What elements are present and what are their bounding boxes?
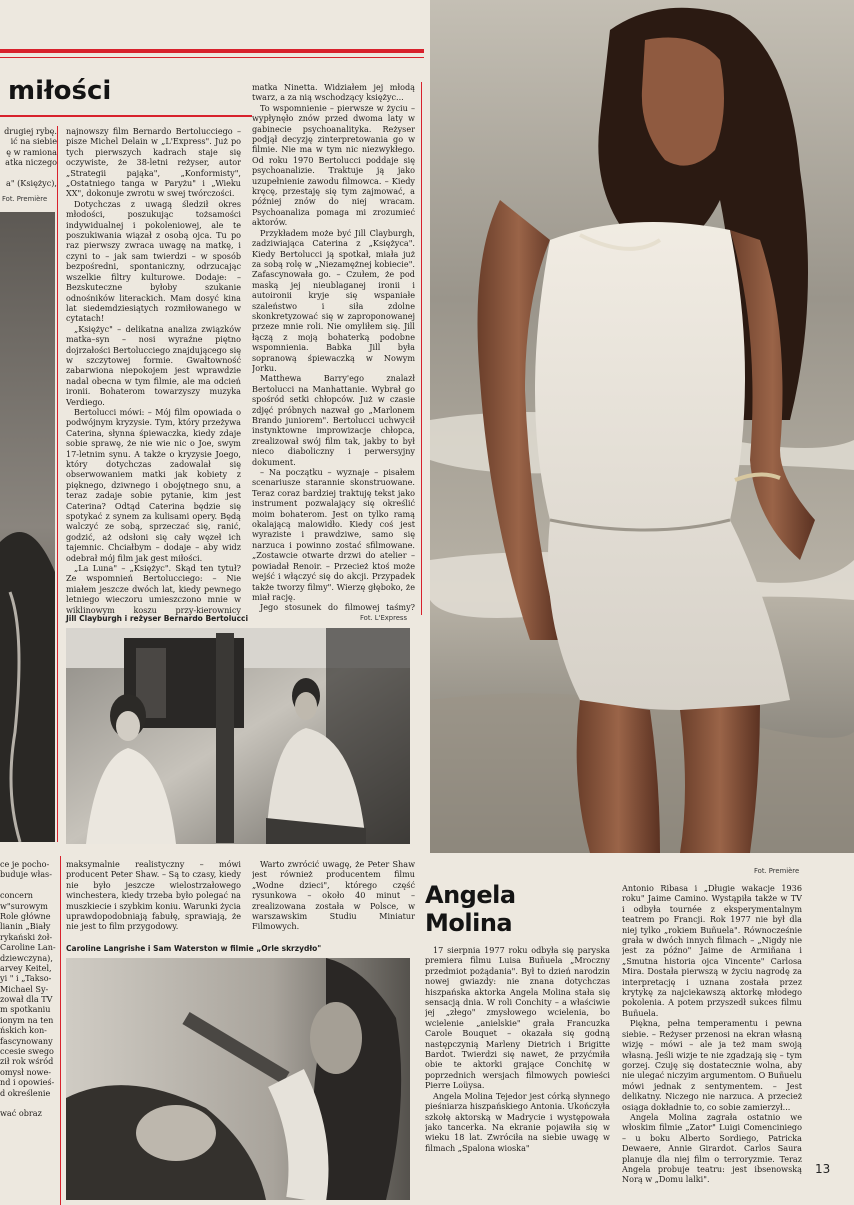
- angela-title-line-1: Angela: [425, 881, 516, 909]
- article-column-2: matka Ninetta. Widziałem jej młodą twarz, a za nią wschodzący księżyc... To wspomnienie – pierwsze w życiu – wypłynęło znów przed dwoma laty w gabinecie psychoanalityka. Reżyser podjął decyzję zinterpretowania go w filmie. Nie ma w tym nic niezwykłego. Od roku 1970 Bertolucci poddaje się psychoanalizie. Traktuje ją jako uzupełnienie zawodu filmowca. – Kiedy kręcę, przestaję się tym zajmować, a później znów do niej wracam. Psychoanaliza pomaga mi zrozumieć aktorów. Przykładem może być Jill Clayburgh, zadziwiająca Caterina z „Księżyca". Kiedy Bertolucci ją spotkał, miała już za sobą rolę w „Niezamężnej kobiecie". Zafascynowała go. – Czułem, że pod maską jej nieublaganej ironii i autoironii kryje się wspaniałe szaleństwo i siła zdolne skonkretyzować się w zaproponowanej przeze mnie roli. Nie omyliłem się. Jill łączą z moją bohaterką podobne wspomnienia. Babka Jill była sopranową śpiewaczką w Nowym Jorku. Matthewa Barry'ego znalazł Bertolucci na Manhattanie. Wybrał go spośród setki chłopców. Już w czasie zdjęć próbnych nazwał go „Marlonem Brando juniorem". Bertolucci uchwycił instynktowne improwizacje chłopca, zrealizował swój film tak, jakby to był nieco diaboliczny i perwersyjny dokument. – Na początku – wyznaje – pisałem scenariusze starannie skonstruowane. Teraz coraz bardziej traktuję tekst jako instrument pozwalający się określić moim bohaterom. Jest on tylko ramą okalającą malowidło. Kiedy coś jest wyraziste i prawdziwe, samo się narzuca i powinno zostać sfilmowane. „Zostawcie otwarte drzwi do atelier – powiadał Renoir. – Przecież ktoś może wejść i włączyć się do akcji. Przypadek także tworzy filmy". Wierzę głęboko, że miał rację. Jego stosunek do filmowej taśmy?: [252, 82, 415, 613]
- photo-caption-caroline: Caroline Langrishe i Sam Waterston w filmie „Orle skrzydło": [66, 944, 322, 953]
- jill-clayburgh-photo: [66, 628, 410, 844]
- angela-title-line-2: Molina: [425, 909, 513, 937]
- orle-skrzydlo-photo: [66, 958, 410, 1200]
- photo-credit-left-top: Fot. Première: [2, 195, 48, 203]
- left-fragment-text-bottom: ce je pocho- buduje włas- concern w"surowym Role główne lianin „Biały rykański żoł- Caroline Lan- dziewczyna), arvey Keitel, yi " i „Takso- Michael Sy- zował dla TV m spotkaniu ionym na ten ńskich kon- fascynowany ccesie swego ził rok wśród omysł nowe- nd i opowieś- d określenie wać obraz: [0, 859, 56, 1119]
- header-red-rule: [0, 49, 424, 53]
- page-number: 13: [815, 1162, 831, 1176]
- left-strip-photo: [0, 212, 55, 842]
- photo-caption-jill: Jill Clayburgh i reżyser Bernardo Bertolucci: [66, 614, 249, 623]
- western-article-column-1: maksymalnie realistyczny – mówi producent Peter Shaw. – Są to czasy, kiedy nie było jeszcze wielostrzałowego winchestera, kiedy trzeba było polegać na muszkiecie i szybkim koniu. Warunki życia uprawdopodobniają fabułę, sprawiają, że nie jest to film przygodowy.: [66, 859, 241, 932]
- article-column-1: najnowszy film Bernardo Bertolucciego – pisze Michel Delain w „L'Express". Już po tych pierwszych kadrach staje się oczywiste, że 38-letni reżyser, autor „Strategii pająka", „Konformisty", „Ostatniego tanga w Paryżu" i „Wieku XX", dokonuje zwrotu w swej twórczości. Dotychczas z uwagą śledził okres młodości, poszukując tożsamości indywidualnej i pokoleniowej, ale te poszukiwania wiązał z osobą ojca. Tu po raz pierwszy zwraca uwagę na matkę, i czyni to – jak sam twierdzi – w sposób bezpośredni, spontaniczny, odrzucając wszelkie filtry kulturowe. Dodaje: – Bezskuteczne byłoby szukanie odnośników literackich. Mam dosyć kina lat siedemdziesiątych rozmiłowanego w cytatach! „Księżyc" – delikatna analiza związków matka–syn – nosi wyraźne piętno dojrzałości Bertolucciego znajdującego się w szczytowej formie. Gwałtowność zabarwiona niepokojem jest wprawdzie nadal obecna w tym filmie, ale ma odcień ironii. Bohaterom towarzyszy muzyka Verdiego. Bertolucci mówi: – Mój film opowiada o podwójnym kryzysie. Tym, który przeżywa Caterina, słynna śpiewaczka, kiedy zdaje sobie sprawę, że nie wie nic o Joe, swym 17-letnim synu. A także o kryzysie Joego, który dotychczas zadowalał się obserwowaniem matki jak kobiety z pięknego, dziwnego i obojętnego snu, a teraz zadaje sobie pytanie, kim jest Caterina? Odtąd Caterina będzie się spotykać z synem za kulisami opery. Będą walczyć ze sobą, sprzeczać się, ranić, godzić, aż odsłoni się cały węzeł ich tajemnic. Chciałbym – dodaje – aby widz odebrał mój film jak gest miłości. „La Luna" – „Księżyc". Skąd ten tytuł? Ze wspomnień Bertolucciego: – Nie miałem jeszcze dwóch lat, kiedy pewnego letniego wieczoru umieszczono mnie w wiklinowym koszu przy-kierownicy: [66, 126, 241, 615]
- column-red-rule-top: [0, 115, 252, 117]
- photo-credit-right: Fot. Première: [754, 867, 800, 875]
- angela-column-2: Antonio Ribasa i „Długie wakacje 1936 roku" Jaime Camino. Wystąpiła także w TV i odbyła tournée z eksperymentalnym teatrem po Francji. Rok 1977 nie był dla niej tylko „rokiem Buñuela". Równocześnie grała w dwóch innych filmach – „Nigdy nie jest za późno" Jaime de Armiñana i „Smutna historia ojca Vincente" Carlosa Mira. Dostała pierwszą w życiu nagrodę za interpretację i uznana została przez krytykę za najciekawszą aktorkę młodego pokolenia. A potem przyszedł sukces filmu Buñuela. Piękna, pełna temperamentu i pewna siebie. – Reżyser przenosi na ekran własną wizję – mówi – ale ja też mam swoją własną. Jeśli wizje te nie zgadzają się – tym gorzej. Czuję się dostatecznie wolna, aby nie ulegać niczyim argumentom. O Buñuelu mówi jednak z sentymentem. – Jest delikatny. Niczego nie narzuca. A przecież osiąga dokładnie to, co sobie zamierzył... Angela Molina zagrała ostatnio we włoskim filmie „Zator" Luigi Comenciniego – u boku Alberto Sordiego, Patricka Dewaere, Annie Girardot. Carlos Saura planuje dla niej film o terroryzmie. Teraz Angela probuje teatru: jest ibsenowską Norą w „Domu lalki".: [622, 883, 802, 1185]
- angela-molina-title: [425, 881, 516, 937]
- angela-molina-beach-photo: [430, 0, 854, 853]
- header-red-rule-thin: [0, 57, 424, 58]
- angela-column-1: 17 sierpnia 1977 roku odbyła się paryska premiera filmu Luisa Buñuela „Mroczny przedmiot pożądania". Był to dzień narodzin nowej gwiazdy: nie znana dotychczas hiszpańska aktorka Angela Molina stała się sensacją dnia. W roli Conchity – a właściwie jej „złego" zmysłowego wcielenia, bo wcielenie „anielskie" grała Francuzka Carole Bouquet – okazała się godną następczynią Marleny Dietrich i Brigitte Bardot. Twierdzi się nawet, że przyćmiła obie te aktorki grające Conchitę w poprzednich wersjach filmowych powieści Pierre Loüysa. Angela Molina Tejedor jest córką słynnego pieśniarza hiszpańskiego Antonia. Ukończyła szkołę aktorską w Madrycie i występowała jako tancerka. Na ekranie pojawiła się w wieku 18 lat. Zwróciła na siebie uwagę w filmach „Spalona wioska": [425, 945, 610, 1153]
- western-article-column-2: Warto zwrócić uwagę, że Peter Shaw jest również producentem filmu „Wodne dzieci", którego część rysunkowa – około 40 minut – zrealizowana została w Polsce, w warszawskim Studiu Miniatur Filmowych.: [252, 859, 415, 932]
- bottom-left-red-rule: [60, 856, 61, 1205]
- left-strip-red-rule: [57, 126, 58, 842]
- column-2-red-rule: [421, 82, 422, 615]
- photo-credit-lexpress: Fot. L'Express: [360, 614, 408, 622]
- page-title-fragment: miłości: [8, 76, 112, 106]
- left-fragment-text-top: drugiej rybę. ić na siebie ę w ramiona atka niczego a" (Księżyc),: [4, 126, 57, 188]
